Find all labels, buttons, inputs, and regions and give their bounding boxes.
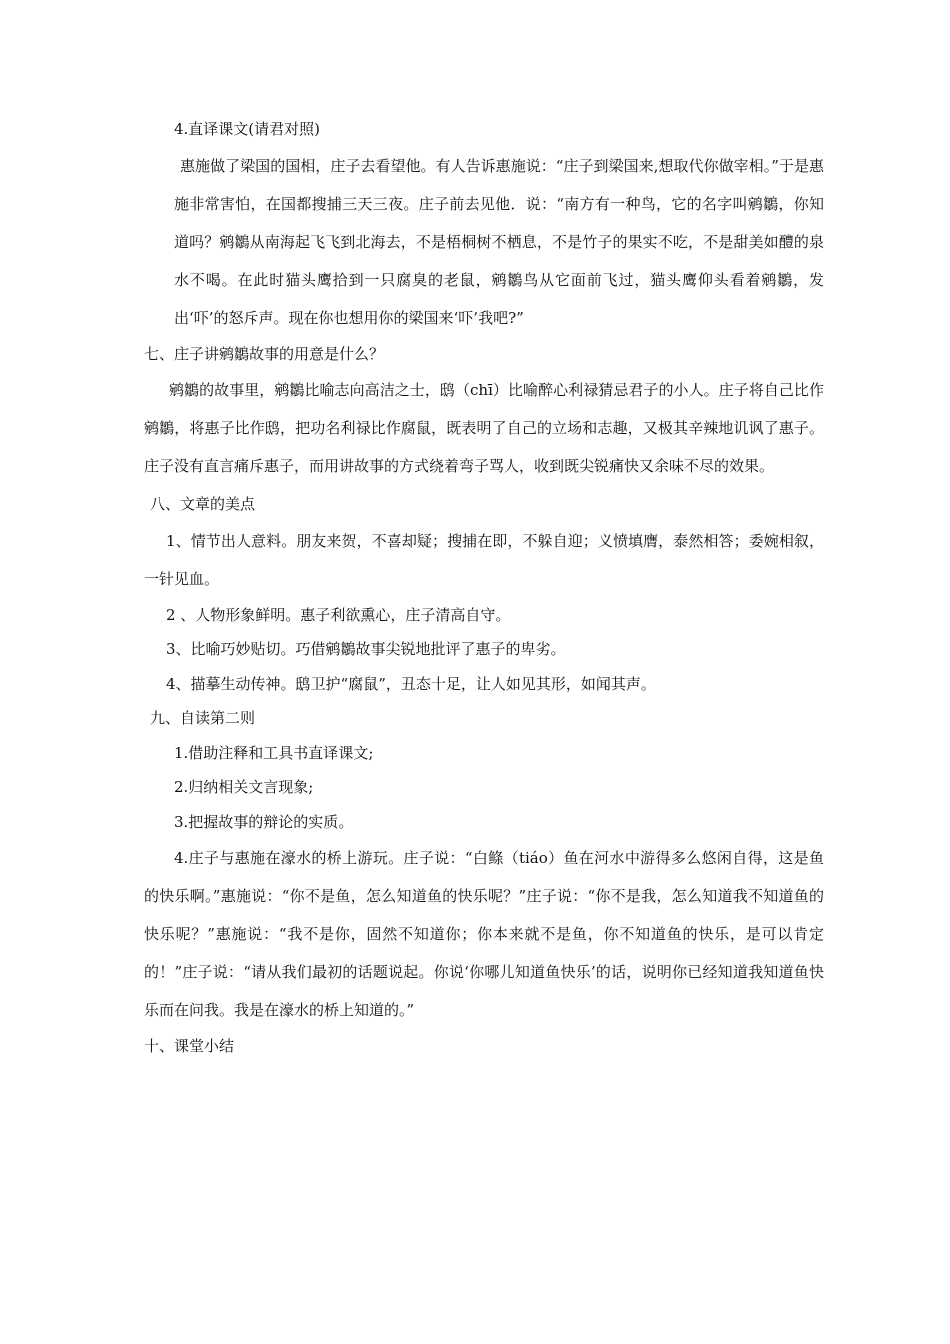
section-10-heading: 十、课堂小结 <box>144 1037 235 1055</box>
section-9-item-1: 1.借助注释和工具书直译课文; <box>174 743 374 762</box>
section-9-item-3: 3.把握故事的辩论的实质。 <box>174 812 354 831</box>
section-9-item-2: 2.归纳相关文言现象; <box>174 778 314 796</box>
section-9-item-4: 4.庄子与惠施在濠水的桥上游玩。庄子说：“白鲦（tiáo）鱼在河水中游得多么悠闲自得，这是鱼的快乐啊。”惠施说：“你不是鱼，怎么知道鱼的快乐呢？”庄子说：“你不是我，怎么知道我不知道鱼的快乐呢？”惠施说：“我不是你，固然不知道你；你本来就不是鱼，你不知道鱼的快乐，是可以肯定的！”庄子说：“请从我们最初的话题说起。你说‘你哪儿知道鱼快乐’的话，说明你已经知道我知道鱼快乐而在问我。我是在濠水的桥上知道的。” <box>144 849 824 1019</box>
document-page <box>144 112 824 1064</box>
section-8-item-1: 1、情节出人意料。朋友来贺，不喜却疑；搜捕在即，不躲自迎；义愤填膺，泰然相答；委婉相叙，一针见血。 <box>144 531 824 588</box>
section-4-title: 4.直译课文(请君对照) <box>174 120 321 138</box>
translation-paragraph: 惠施做了梁国的国相，庄子去看望他。有人告诉惠施说：“庄子到梁国来,想取代你做宰相。”于是惠施非常害怕，在国都搜捕三天三夜。庄子前去见他．说：“南方有一种鸟，它的名字叫鹓鶵，你知道吗？鹓鶵从南海起飞飞到北海去，不是梧桐树不栖息，不是竹子的果实不吃，不是甜美如醴的泉水不喝。在此时猫头鹰拾到一只腐臭的老鼠，鹓鶵鸟从它面前飞过，猫头鹰仰头看着鹓鶵，发出‘吓’的怒斥声。现在你也想用你的梁国来‘吓’我吧?” <box>174 156 824 327</box>
section-8-item-3: 3、比喻巧妙贴切。巧借鹓鶵故事尖锐地批评了惠子的卑劣。 <box>166 640 566 658</box>
section-8-item-2: 2 、人物形象鲜明。惠子利欲熏心，庄子清高自守。 <box>166 605 511 624</box>
section-9-heading: 九、自读第二则 <box>150 709 256 727</box>
question-7-answer: 鹓鶵的故事里，鹓鶵比喻志向高洁之士，鸱（chī）比喻醉心利禄猜忌君子的小人。庄子将自己比作鹓鶵，将惠子比作鸱，把功名利禄比作腐鼠，既表明了自己的立场和志趣，又极其辛辣地讥讽了惠子。庄子没有直言痛斥惠子，而用讲故事的方式绕着弯子骂人，收到既尖锐痛快又余味不尽的效果。 <box>144 381 824 475</box>
section-8-item-4: 4、描摹生动传神。鸱卫护“腐鼠”，丑态十足，让人如见其形，如闻其声。 <box>166 674 656 693</box>
section-8-heading: 八、文章的美点 <box>150 495 256 513</box>
question-7-heading: 七、庄子讲鹓鶵故事的用意是什么？ <box>144 344 385 363</box>
